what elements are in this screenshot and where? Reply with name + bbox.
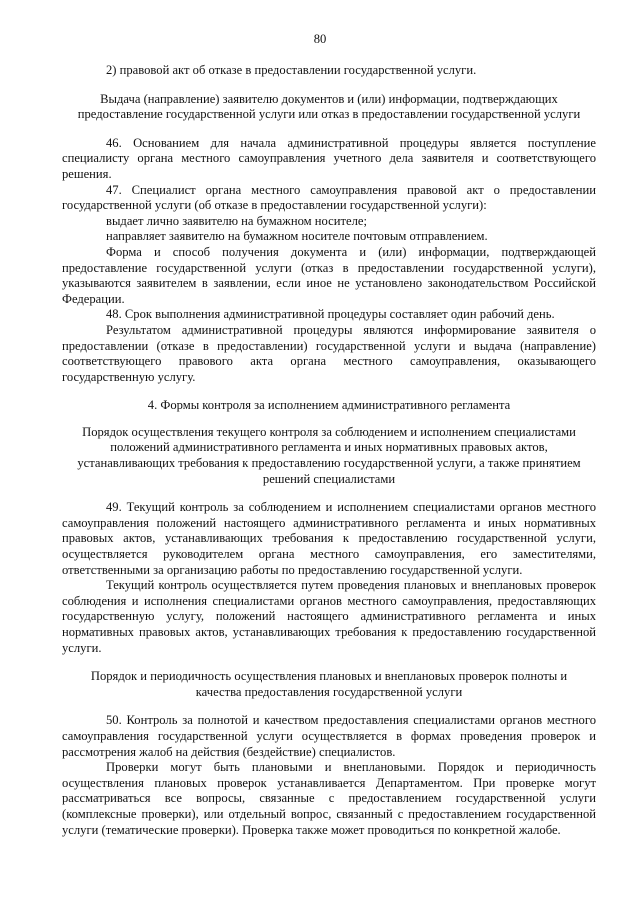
paragraph-50: 50. Контроль за полнотой и качеством предоставления специалистами органов местного самоуправления государственной услуги осуществляется в формах проведения проверок и рассмотрения жалоб на действия (бездействие) специалистов. xyxy=(62,713,596,759)
paragraph-47: 47. Специалист органа местного самоуправления правовой акт о предоставлении государственной услуги (об отказе в предоставлении государственной услуги): xyxy=(62,182,596,213)
paragraph-47-form: Форма и способ получения документа и (или) информации, подтверждающей предоставление государственной услуги (отказ в предоставлении государственной услуги), указываются заявителем в заявлении, если иное не установлено законодательством Российской Федерации. xyxy=(62,244,596,306)
paragraph-item-2: 2) правовой акт об отказе в предоставлении государственной услуги. xyxy=(106,63,477,77)
page-number: 80 xyxy=(313,32,327,46)
paragraph-46: 46. Основанием для начала административной процедуры является поступление специалисту органа местного самоуправления учетного дела заявителя и соответствующего решения. xyxy=(62,135,596,181)
page-content xyxy=(62,63,596,838)
paragraph-48-result: Результатом административной процедуры являются информирование заявителя о предоставлении (отказе в предоставлении) государственной услуги и выдача (направление) соответствующего правового акта органа местного самоуправления, оказывающего государственную услугу. xyxy=(62,322,596,384)
paragraph-49-control: Текущий контроль осуществляется путем проведения плановых и внеплановых проверок соблюдения и исполнения специалистами органов местного самоуправления, предоставляющих государственную услугу, положений настоящего административного регламента и иных нормативных правовых актов, устанавливающих требования к предоставлению государственной услуги. xyxy=(62,578,596,655)
paragraph-47-option-1: выдает лично заявителю на бумажном носителе; xyxy=(106,213,367,228)
heading-periodic-checks: Порядок и периодичность осуществления плановых и внеплановых проверок полноты и качества предоставления государственной услуги xyxy=(90,669,568,699)
heading-current-control: Порядок осуществления текущего контроля за соблюдением и исполнением специалистами положений административного регламента и иных нормативных правовых актов, устанавливающих требования к предоставлению государственной услуги, а также принятием решений специалистами xyxy=(77,424,581,486)
heading-issue-documents: Выдача (направление) заявителю документов и (или) информации, подтверждающих предоставление государственной услуги или отказ в предоставлении государственной услуги xyxy=(77,91,581,122)
paragraph-49: 49. Текущий контроль за соблюдением и исполнением специалистами органов местного самоуправления положений настоящего административного регламента и иных нормативных правовых актов, устанавливающих требования к предоставлению государственной услуги, осуществляется руководителем органа местного самоуправления, его заместителями, ответственными за организацию работы по предоставлению государственной услуги. xyxy=(62,500,596,577)
section-4-heading: 4. Формы контроля за исполнением административного регламента xyxy=(147,398,511,413)
paragraph-47-option-2: направляет заявителю на бумажном носителе почтовым отправлением. xyxy=(106,229,488,244)
paragraph-48: 48. Срок выполнения административной процедуры составляет один рабочий день. xyxy=(106,307,555,322)
paragraph-50-checks: Проверки могут быть плановыми и внеплановыми. Порядок и периодичность осуществления плановых проверок устанавливается Департаментом. При проверке могут рассматриваться все вопросы, связанные с предоставлением государственной услуги (комплексные проверки), или отдельный вопрос, связанный с предоставлением государственной услуги (тематические проверки). Проверка также может проводиться по конкретной жалобе. xyxy=(62,760,596,837)
